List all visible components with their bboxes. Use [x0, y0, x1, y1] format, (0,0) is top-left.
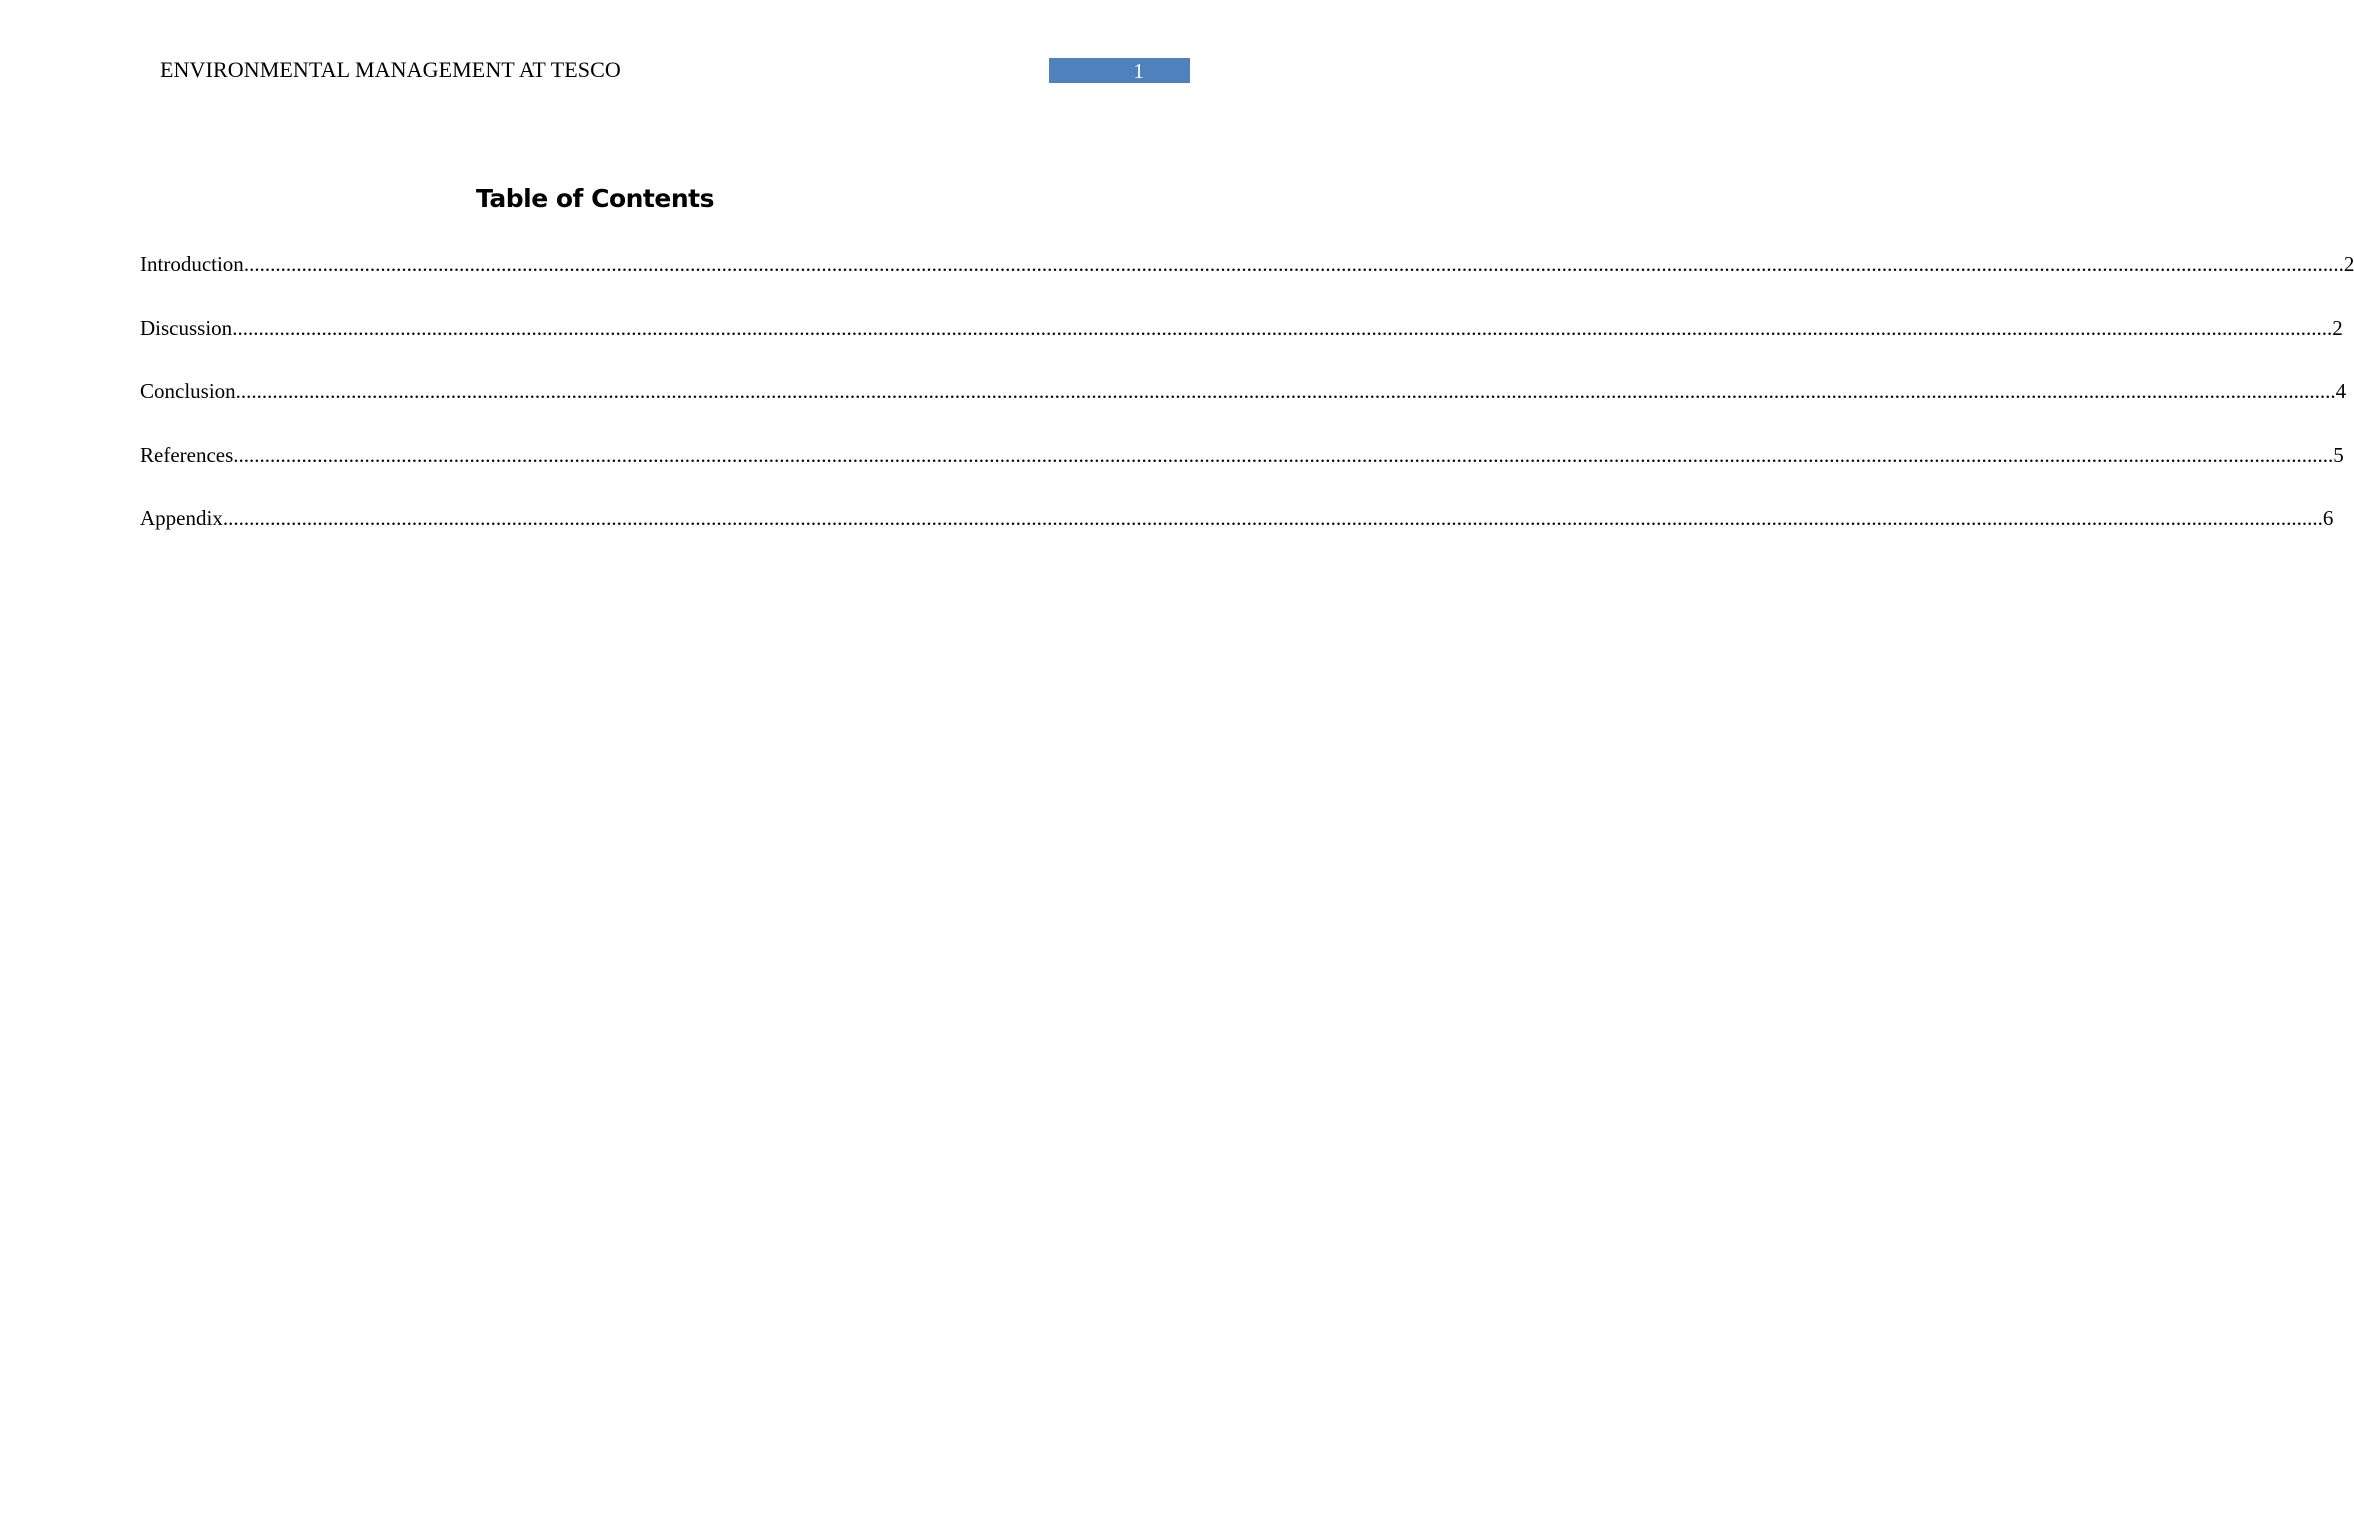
toc-entry-page: 2: [2332, 315, 2343, 340]
toc-title: Table of Contents: [476, 184, 714, 213]
toc-entry-conclusion[interactable]: [140, 377, 2347, 441]
page-number-badge: [1049, 58, 1190, 83]
toc-entry-label: Discussion: [140, 315, 233, 340]
toc-entry-label: Appendix: [140, 506, 223, 530]
toc-dot-leader: ................................................................................................................................................................................................................................................................................................................................................................................................................: [222, 506, 2323, 530]
toc-entry-introduction[interactable]: [140, 250, 2354, 314]
toc-entry-page: 4: [2335, 379, 2347, 403]
toc-entry-page: 6: [2322, 506, 2334, 530]
toc-list: [140, 250, 2354, 568]
toc-entry-page: 2: [2343, 252, 2354, 276]
toc-dot-leader: ................................................................................................................................................................................................................................................................................................................................................................................................................: [233, 442, 2334, 467]
toc-dot-leader: ................................................................................................................................................................................................................................................................................................................................................................................................................: [232, 315, 2333, 340]
running-header-title: ENVIRONMENTAL MANAGEMENT AT TESCO: [160, 57, 621, 82]
toc-entry-label: Introduction: [140, 252, 244, 276]
toc-dot-leader: ................................................................................................................................................................................................................................................................................................................................................................................................................: [235, 379, 2336, 403]
toc-entry-label: References: [140, 442, 234, 467]
toc-entry-discussion[interactable]: [140, 314, 2343, 378]
toc-entry-appendix[interactable]: [140, 504, 2334, 568]
toc-entry-label: Conclusion: [140, 379, 236, 403]
page-number: 1: [1133, 59, 1144, 83]
toc-dot-leader: ................................................................................................................................................................................................................................................................................................................................................................................................................: [243, 252, 2344, 276]
toc-entry-page: 5: [2333, 442, 2344, 467]
toc-entry-references[interactable]: [140, 441, 2344, 505]
